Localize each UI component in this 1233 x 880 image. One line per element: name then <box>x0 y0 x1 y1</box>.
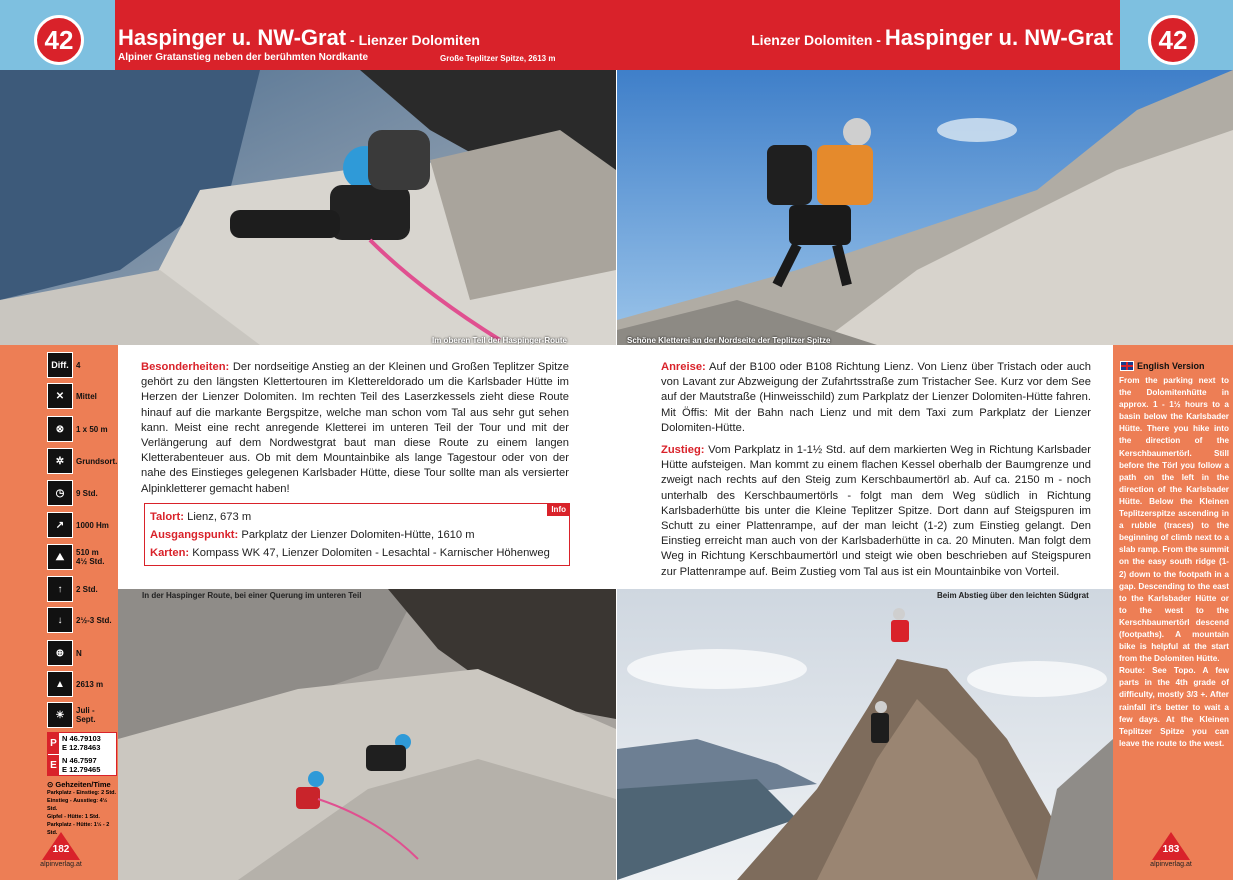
region-prefix: Lienzer Dolomiten - <box>751 32 885 48</box>
site-right: alpinverlag.at <box>1150 861 1192 868</box>
orientation-row <box>47 640 117 666</box>
page-badge-left: 42 <box>34 15 84 65</box>
besonderheiten-label: Besonderheiten: <box>141 361 230 373</box>
elevation-icon: ↗ <box>47 512 73 538</box>
difficulty-icon: Diff. <box>47 352 73 378</box>
ausgang-line <box>150 526 475 544</box>
entry-icon: E <box>48 755 59 776</box>
bike-icon: ✲ <box>47 448 73 474</box>
page-subtitle: Alpiner Gratanstieg neben der berühmten Nordkante <box>118 52 369 63</box>
gear-row <box>47 448 117 474</box>
anreise-label: Anreise: <box>661 361 706 373</box>
besonderheiten-text: Der nordseitige Anstieg an der Kleinen und Großen Teplitzer Spitze gehört zu den längsten Klettertouren im Klettereldorado um die Karlsbader Hütte im Herzen der Lienzer Dolomiten. Im rechten Teil des Laserzkessels zieht diese Route hinauf auf die markante Bergspitze, welche man schon vom Tal aus sehr gut sehen kann. Meist eine recht anregende Kletterei im unteren Teil der Tour und mit der Verlängerung auf dem Nordwestgrat baut man diese Route zu einem langen Kletterabenteuer aus. Ob mit dem Mountainbike als lange Tagestour oder von der nahe des Einstieges gelegenen Karlsbader Hütte, diese Tour sollte man als versierter Alpinkletterer gemacht haben! <box>141 361 570 495</box>
talort-line <box>150 508 251 526</box>
descent-row <box>47 607 117 633</box>
walking-time-1: Parkplatz - Einstieg: 2 Std. <box>47 790 117 796</box>
caption-bottom-right: Beim Abstieg über den leichten Südgrat <box>937 591 1089 600</box>
anreise-paragraph <box>661 360 1091 436</box>
rope-value: 1 x 50 m <box>76 424 108 434</box>
anreise-text: Auf der B100 oder B108 Richtung Lienz. Von Lienz über Tristach oder auch von Lavant zur Abzweigung der Zufahrtsstraße zum Tristacher See. Kurz vor dem See auf der Mautstraße (Hinweisschild) zum Parkplatz der Lienzer Dolomiten-Hütte fahren. Mit Öffis: Mit der Bahn nach Lienz und mit dem Taxi zum Parkplatz der Lienzer Dolomiten-Hütte. <box>661 361 1091 434</box>
photo-south-ridge <box>617 589 1113 880</box>
duration-value: 9 Std. <box>76 488 98 498</box>
talort-value: Lienz, 673 m <box>183 511 252 523</box>
region-suffix: - Lienzer Dolomiten <box>346 32 480 48</box>
clock-icon: ◷ <box>47 480 73 506</box>
info-box <box>144 503 570 566</box>
walker-icon: ↓ <box>47 607 73 633</box>
entry-coord-n: N 46.7597 <box>62 756 97 765</box>
parking-coord-n: N 46.79103 <box>62 734 101 743</box>
walking-time-4: Parkplatz - Hütte: 1½ - 2 Std. <box>47 822 110 836</box>
page-title-right <box>751 25 1113 51</box>
photo-climber-north-face <box>617 70 1233 345</box>
caption-top-right: Schöne Kletterei an der Nordseite der Teplitzer Spitze <box>627 336 831 345</box>
photo-top-right <box>617 70 1233 345</box>
climb-length-value: 510 m 4½ Std. <box>76 548 105 566</box>
route-title-right: Haspinger u. NW-Grat <box>884 25 1113 50</box>
karten-value: Kompass WK 47, Lienzer Dolomiten - Lesachtal - Karnischer Höhenweg <box>189 547 550 559</box>
walking-times-title: ⊙ Gehzeiten/Time <box>47 780 111 789</box>
route-title: Haspinger u. NW-Grat <box>118 25 347 50</box>
ausgang-label: Ausgangspunkt: <box>150 529 239 541</box>
photo-traverse <box>118 589 616 880</box>
climb-length-row <box>47 544 117 570</box>
english-body: From the parking next to the Dolomitenhütte in approx. 1 - 1½ hours to a basin below the Karlsbader Hütte. There you hike into the direction of the Kerschbaumertörl. Still before the Törl you follow a path on the left in the direction of the Karlsbader Hütte. Below the Kleinen Teplitzerspitze ascending in a rubble (traces) to the beginning of climb next to a slab ramp. From the summit on the easy south ridge (1-2) down to the footpath in a gap. Descending to the east to the Karlsbader Hütte or to the west to the Kerschbaumertörl descend (footpaths). A mountain bike is helpful at the start from the Dolomiten Hütte. <box>1119 376 1229 664</box>
summit-row <box>47 671 117 697</box>
info-tag: Info <box>547 503 570 516</box>
zustieg-text: Vom Parkplatz in 1-1½ Std. auf dem markierten Weg in Richtung Karlsbader Hütte aufsteigen. Man kommt zu einem flachen Kessel oberhalb der Baumgrenze und zweigt nach rechts auf den Steig zum Kerschbaumertörl ab. Auf ca. 2150 m - noch unterhalb des Kerschbaumertörls - folgt man dem Weg südlich in Richtung Karlsbaderhütte bis unter die Kleine Teplitzer Spitze. Dort dann auf Steigspuren im Schutt zu einer Plattenrampe, auf der man leicht (1-2) zum Einstieg gelangt. Den Einstieg erreicht man auch von der Karlsbaderhütte in ca. 20 Minuten. Man folgt dem Weg in Richtung Kerschbaumertörl und steigt wie oben beschrieben auf Steigspuren zur Plattenrampe auf. Beim Zustieg vom Tal aus ist ein Mountainbike von Vorteil. <box>661 444 1091 578</box>
rope-row <box>47 416 117 442</box>
duration-row <box>47 480 117 506</box>
uk-flag-icon <box>1120 361 1134 371</box>
difficulty-row <box>47 352 117 378</box>
season-row <box>47 702 117 728</box>
walking-time-3: Gipfel - Hütte: 1 Std. <box>47 814 100 820</box>
route-text: See Topo. A few parts in the 4th grade of difficulty, mostly 3/3 +. After rainfall it's better to wait a few days. At the Kleinen Teplitzer Spitze you can leave the route to the west. <box>1119 666 1229 748</box>
parking-icon: P <box>48 733 59 754</box>
english-title: English Version <box>1137 361 1205 371</box>
site-left: alpinverlag.at <box>40 861 82 868</box>
entry-coord-e: E 12.79465 <box>62 765 101 774</box>
rope-icon: ⊗ <box>47 416 73 442</box>
protection-row <box>47 383 117 409</box>
summit-value: 2613 m <box>76 679 104 689</box>
photo-bottom-right <box>617 589 1113 880</box>
photo-bottom-left <box>118 589 616 880</box>
page-number-right: 183 <box>1162 844 1180 855</box>
caption-bottom-left: In der Haspinger Route, bei einer Querung im unteren Teil <box>142 591 362 600</box>
photo-climber-haspinger <box>0 70 616 345</box>
stopwatch-icon: ⊙ <box>47 780 54 789</box>
elevation-row <box>47 512 117 538</box>
coordinates-box <box>47 732 117 776</box>
parking-coord-e: E 12.78463 <box>62 743 101 752</box>
karten-line <box>150 544 550 562</box>
zustieg-paragraph <box>661 443 1091 580</box>
season-value: Juli - Sept. <box>76 706 96 724</box>
approach-row <box>47 576 117 602</box>
elevation-value: 1000 Hm <box>76 520 109 530</box>
zustieg-label: Zustieg: <box>661 444 705 456</box>
photo-top-left <box>0 70 616 345</box>
climber-icon: ↑ <box>47 576 73 602</box>
english-text <box>1119 375 1229 750</box>
gear-value: Grundsort. <box>76 456 118 466</box>
ausgang-value: Parkplatz der Lienzer Dolomiten-Hütte, 1610 m <box>238 529 475 541</box>
walking-time-2: Einstieg - Ausstieg: 4½ Std. <box>47 798 108 812</box>
besonderheiten-paragraph <box>141 360 569 497</box>
route-label: Route: <box>1119 666 1145 676</box>
karten-label: Karten: <box>150 547 190 559</box>
descent-value: 2½-3 Std. <box>76 615 112 625</box>
protection-icon: ✕ <box>47 383 73 409</box>
orientation-value: N <box>76 648 82 658</box>
photo-label: Große Teplitzer Spitze, 2613 m <box>440 54 556 63</box>
protection-value: Mittel <box>76 391 97 401</box>
mountain-icon: ▲ <box>47 671 73 697</box>
approach-value: 2 Std. <box>76 584 98 594</box>
talort-label: Talort: <box>150 511 184 523</box>
page-number-left: 182 <box>52 844 70 855</box>
caption-top-left: Im oberen Teil der Haspinger-Route <box>432 336 567 345</box>
page-title-left <box>118 25 480 51</box>
hiker-icon: ⛰ <box>47 544 73 570</box>
sun-icon: ☀ <box>47 702 73 728</box>
compass-icon: ⊕ <box>47 640 73 666</box>
difficulty-value: 4 <box>76 360 81 370</box>
walking-times <box>47 780 117 837</box>
page-badge-right: 42 <box>1148 15 1198 65</box>
